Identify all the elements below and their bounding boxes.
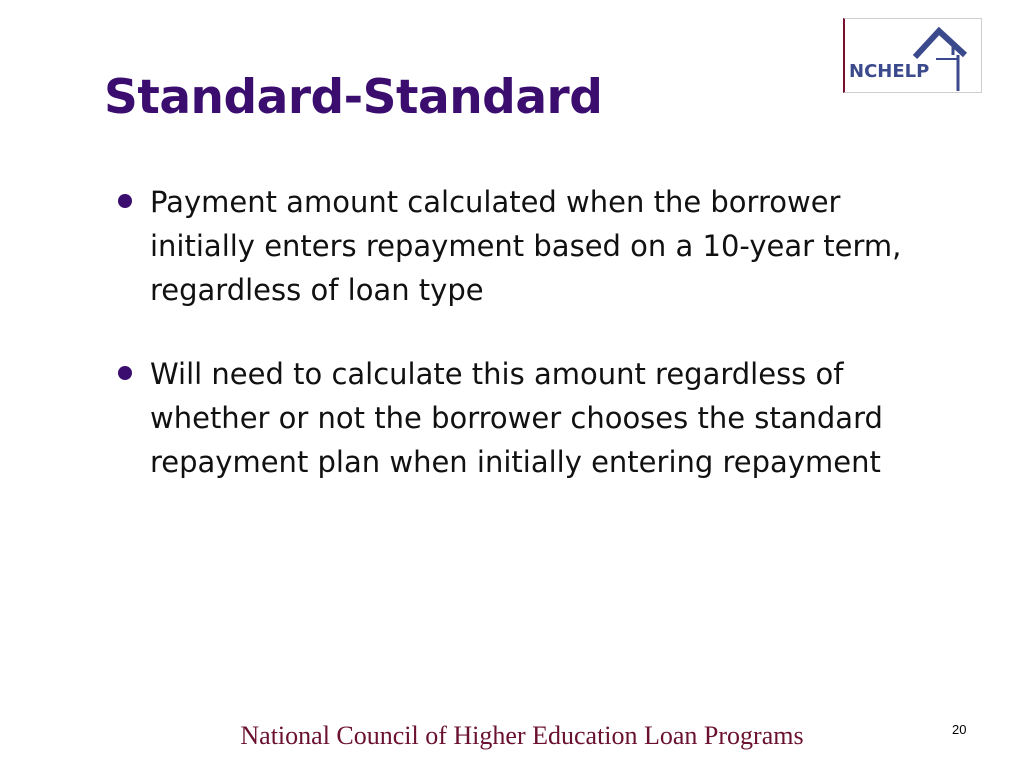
nchelp-house-logo-icon	[845, 19, 981, 92]
slide-title: Standard-Standard	[104, 70, 603, 125]
bullet-dot-icon	[118, 194, 132, 208]
footer-organization: National Council of Higher Education Loan Programs	[240, 721, 804, 750]
bullet-text: Will need to calculate this amount regardless of whether or not the borrower chooses the standard repayment plan when initially entering repayment	[150, 357, 883, 479]
bullet-item	[112, 352, 952, 484]
page-number: 20	[952, 722, 967, 737]
bullet-text: Payment amount calculated when the borrower initially enters repayment based on a 10-year term, regardless of loan type	[150, 185, 902, 307]
nchelp-logo	[843, 18, 982, 93]
bullet-list	[112, 180, 952, 524]
bullet-item	[112, 180, 952, 312]
bullet-dot-icon	[118, 366, 132, 380]
logo-text: NCHELP	[849, 61, 930, 82]
